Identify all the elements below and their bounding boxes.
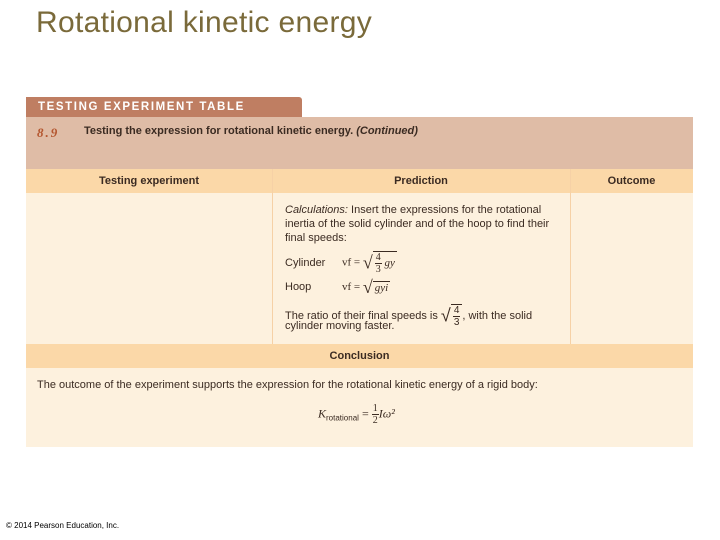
slide-title: Rotational kinetic energy [36, 6, 373, 39]
header-testing-experiment: Testing experiment [98, 175, 200, 187]
caption-main: Testing the expression for rotational kinetic energy. [84, 125, 354, 137]
table-number: 8.9 [37, 125, 60, 140]
hoop-vf: vf = [342, 281, 361, 294]
ratio-num: 4 [453, 305, 460, 316]
table-banner [26, 117, 693, 169]
calculations-label: Calculations: [285, 204, 348, 216]
hoop-tail: gyi [374, 282, 389, 294]
prediction-calculations [285, 203, 553, 245]
cylinder-num: 4 [375, 252, 381, 263]
header-outcome: Outcome [607, 175, 656, 187]
ratio-text: The ratio of their final speeds is [285, 309, 438, 322]
ke-num: 1 [372, 403, 378, 414]
table-caption [84, 125, 418, 137]
conclusion-header: Conclusion [329, 350, 390, 362]
column-divider [570, 169, 571, 344]
cylinder-label: Cylinder [285, 257, 326, 269]
cylinder-tail: gy [384, 257, 395, 270]
k-subscript: rotational [326, 413, 359, 423]
caption-continued: (Continued) [356, 125, 418, 137]
cylinder-den: 3 [375, 264, 381, 275]
ke-tail: Iω² [378, 406, 395, 421]
ke-den: 2 [372, 415, 378, 426]
ratio-line-2: cylinder moving faster. [285, 320, 395, 332]
hoop-equation [342, 277, 390, 298]
header-prediction: Prediction [394, 175, 448, 187]
equals-sign: = [361, 406, 369, 421]
hoop-label: Hoop [285, 281, 312, 293]
sqrt-icon: √ [440, 305, 451, 326]
conclusion-text: The outcome of the experiment supports the expression for the rotational kinetic energy of a rigid body: [37, 379, 538, 391]
sqrt-icon: √ [362, 277, 373, 297]
ratio-tail: , with the solid [462, 309, 533, 322]
rotational-ke-equation [318, 403, 395, 426]
calculations-text: Insert the expressions for the rotational inertia of the solid cylinder and of the hoop to find their final speeds: [285, 204, 550, 244]
table-tab-label: TESTING EXPERIMENT TABLE [26, 97, 302, 117]
sqrt-icon: √ [362, 252, 373, 273]
cylinder-equation [342, 251, 397, 275]
experiment-table [26, 117, 693, 447]
k-label: K [318, 406, 327, 421]
copyright-notice: © 2014 Pearson Education, Inc. [6, 521, 120, 530]
ratio-den: 3 [453, 317, 460, 328]
column-divider [272, 169, 273, 344]
cylinder-vf: vf = [342, 256, 361, 269]
